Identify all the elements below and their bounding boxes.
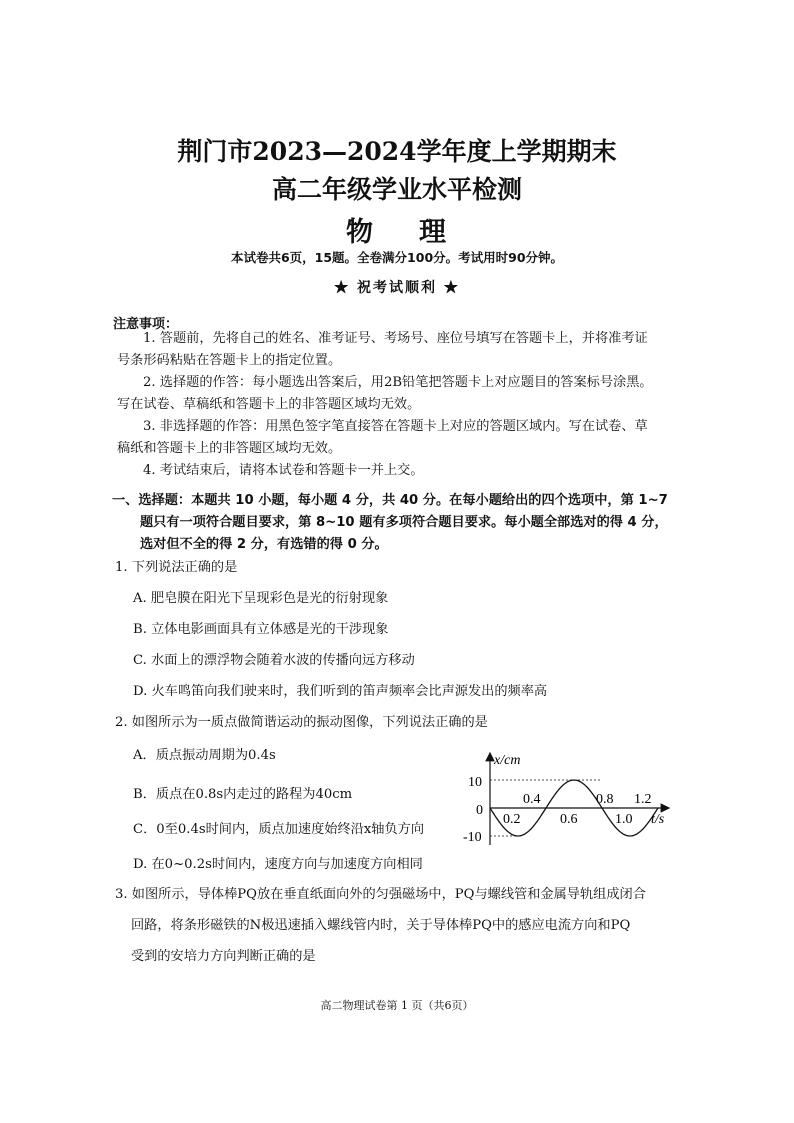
- x-tick-label: 1.0: [615, 812, 633, 827]
- note-line: 4. 考试结束后，请将本试卷和答题卡一并上交。: [143, 463, 424, 478]
- exam-title-line1: 荆门市2023—2024学年度上学期期末: [177, 137, 617, 166]
- exam-title-line2: 高二年级学业水平检测: [271, 175, 522, 204]
- x-tick-label: 0.6: [560, 812, 578, 827]
- q2-option-b: B．质点在0.8s内走过的路程为40cm: [133, 787, 353, 802]
- good-luck-line: ★ 祝考试顺利 ★: [334, 280, 460, 296]
- note-line: 稿纸和答题卡上的非答题区域均无效。: [117, 441, 342, 456]
- q1-option-a: A. 肥皂膜在阳光下呈现彩色是光的衍射现象: [133, 591, 389, 606]
- page-footer: 高二物理试卷第 1 页（共6页）: [320, 999, 474, 1012]
- note-line: 写在试卷、草稿纸和答题卡上的非答题区域均无效。: [117, 397, 421, 412]
- subject-title: [0, 210, 794, 249]
- y-tick-label: -10: [463, 830, 482, 845]
- x-tick-label: 1.2: [634, 792, 652, 807]
- exam-info: 本试卷共6页，15题。全卷满分100分。考试用时90分钟。: [230, 250, 564, 265]
- q1-option-c: C. 水面上的漂浮物会随着水波的传播向远方移动: [133, 653, 415, 668]
- subject-char-1: 物: [346, 217, 375, 248]
- question-2-stem: 2. 如图所示为一质点做简谐运动的振动图像，下列说法正确的是: [115, 715, 488, 730]
- question-3-line: 回路，将条形磁铁的N极迅速插入螺线管内时，关于导体棒PQ中的感应电流方向和PQ: [131, 918, 631, 933]
- notes-heading: 注意事项：: [113, 317, 179, 332]
- x-tick-label: 0.2: [503, 812, 521, 827]
- note-line: 号条形码粘贴在答题卡上的指定位置。: [117, 353, 342, 368]
- q2-option-c: C．0至0.4s时间内，质点加速度始终沿x轴负方向: [133, 822, 425, 837]
- subject-char-2: 理: [419, 217, 448, 248]
- q1-option-b: B. 立体电影画面具有立体感是光的干涉现象: [133, 622, 389, 637]
- section-heading-line: 题只有一项符合题目要求，第 8~10 题有多项符合题目要求。每小题全部选对的得 4 分，: [140, 515, 668, 530]
- y-axis-label: x/cm: [494, 753, 521, 768]
- q2-option-a: A．质点振动周期为0.4s: [133, 748, 276, 763]
- note-line: 1. 答题前，先将自己的姓名、准考证号、考场号、座位号填写在答题卡上，并将准考证: [143, 331, 648, 346]
- x-tick-label: 0.4: [523, 792, 541, 807]
- note-line: 2. 选择题的作答：每小题选出答案后，用2B铅笔把答题卡上对应题目的答案标号涂黑。: [143, 375, 653, 390]
- x-tick-label: 0.8: [596, 792, 614, 807]
- note-line: 3. 非选择题的作答：用黑色签字笔直接答在答题卡上对应的答题区域内。写在试卷、草: [143, 419, 648, 434]
- q1-option-d: D. 火车鸣笛向我们驶来时，我们听到的笛声频率会比声源发出的频率高: [133, 684, 548, 699]
- y-tick-label: 10: [468, 775, 482, 790]
- section-heading-line: 一、选择题：本题共 10 小题，每小题 4 分，共 40 分。在每小题给出的四个选项中，第 1~7: [112, 493, 668, 508]
- question-3-line: 受到的安培力方向判断正确的是: [131, 949, 316, 964]
- question-1-stem: 1. 下列说法正确的是: [115, 560, 238, 575]
- y-tick-label: 0: [476, 803, 483, 818]
- x-axis-label: t/s: [651, 812, 665, 827]
- question-3-line: 3. 如图所示，导体棒PQ放在垂直纸面向外的匀强磁场中，PQ与螺线管和金属导轨组成闭合: [115, 887, 646, 902]
- vibration-graph: [447, 745, 677, 850]
- section-heading-line: 选对但不全的得 2 分，有选错的得 0 分。: [140, 537, 388, 552]
- q2-option-d: D. 在0~0.2s时间内，速度方向与加速度方向相同: [133, 857, 423, 872]
